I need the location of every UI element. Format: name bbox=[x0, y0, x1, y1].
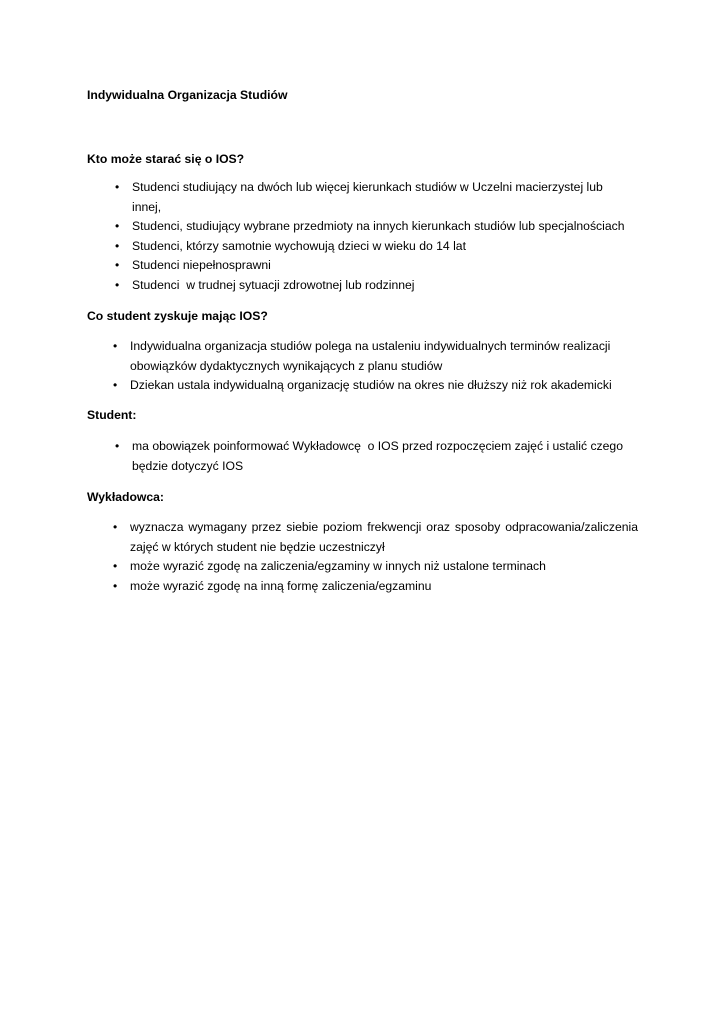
bullet-icon: • bbox=[113, 520, 118, 534]
bullet-icon: • bbox=[113, 559, 118, 573]
list-item: • ma obowiązek poinformować Wykładowcę o IOS przed rozpoczęciem zajęć i ustalić czego będzie dotyczyć IOS bbox=[115, 439, 627, 473]
list-item: • wyznacza wymagany przez siebie poziom frekwencji oraz sposoby odpracowania/zaliczenia zajęć w których student nie będzie uczestniczył bbox=[113, 520, 638, 554]
list-item: • może wyrazić zgodę na inną formę zaliczenia/egzaminu bbox=[130, 577, 638, 597]
bullet-icon: • bbox=[113, 339, 118, 353]
list-item: • Studenci studiujący na dwóch lub więcej kierunkach studiów w Uczelni macierzystej lub innej, bbox=[115, 180, 603, 214]
bullet-icon: • bbox=[113, 578, 118, 593]
section-heading-benefits: Co student zyskuje mając IOS? bbox=[87, 309, 268, 323]
section-list-benefits bbox=[113, 337, 630, 396]
section-list-who-can-apply bbox=[115, 178, 632, 295]
list-item: • Studenci, studiujący wybrane przedmioty na innych kierunkach studiów lub specjalnościach bbox=[132, 217, 632, 237]
bullet-icon: • bbox=[115, 238, 120, 253]
list-item: • Studenci niepełnosprawni bbox=[132, 256, 632, 276]
document-title: Indywidualna Organizacja Studiów bbox=[87, 88, 288, 102]
section-heading-student: Student: bbox=[87, 408, 137, 422]
bullet-icon: • bbox=[115, 219, 120, 233]
list-item: • Indywidualna organizacja studiów polega na ustaleniu indywidualnych terminów realizacji obowiązków dydaktycznych wynikających z planu studiów bbox=[113, 339, 611, 373]
list-item: • Dziekan ustala indywidualną organizację studiów na okres nie dłuższy niż rok akademicki bbox=[130, 376, 630, 396]
bullet-icon: • bbox=[115, 258, 120, 272]
section-heading-who-can-apply: Kto może starać się o IOS? bbox=[87, 152, 245, 166]
section-list-student bbox=[115, 437, 632, 476]
list-item: • Studenci w trudnej sytuacji zdrowotnej lub rodzinnej bbox=[132, 276, 632, 296]
section-heading-lecturer: Wykładowca: bbox=[87, 490, 164, 504]
bullet-icon: • bbox=[113, 378, 118, 392]
list-item: • Studenci, którzy samotnie wychowują dzieci w wieku do 14 lat bbox=[132, 237, 632, 257]
section-list-lecturer bbox=[113, 518, 638, 596]
bullet-icon: • bbox=[115, 439, 120, 453]
list-item: • może wyrazić zgodę na zaliczenia/egzaminy w innych niż ustalone terminach bbox=[130, 557, 638, 577]
bullet-icon: • bbox=[115, 180, 120, 194]
bullet-icon: • bbox=[115, 277, 120, 292]
